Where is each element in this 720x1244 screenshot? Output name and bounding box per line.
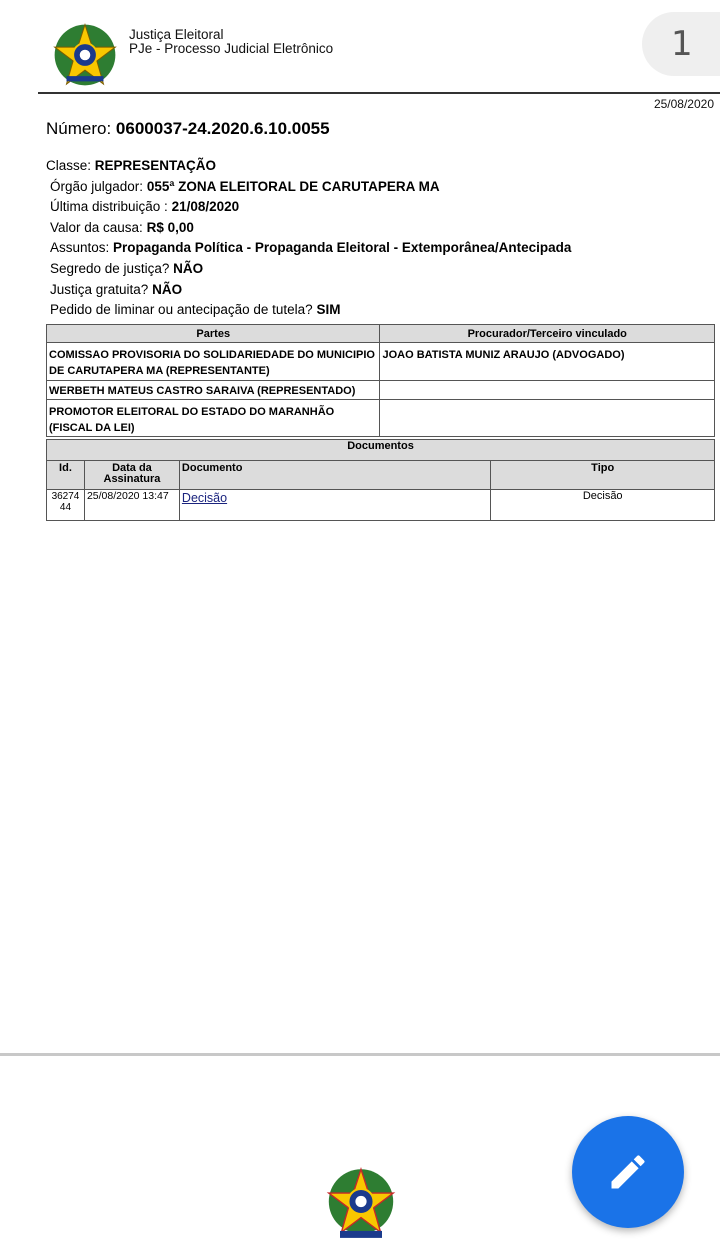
field-value: 21/08/2020: [171, 199, 240, 215]
table-row: [47, 400, 715, 437]
field-label: Pedido de liminar ou antecipação de tutela?: [50, 302, 313, 318]
partes-table: [46, 324, 715, 437]
field-value: R$ 0,00: [146, 219, 194, 235]
field-label: Última distribuição :: [50, 199, 168, 215]
document-date: 25/08/2020: [653, 97, 714, 111]
field-pedido-liminar: [46, 300, 571, 321]
document-link[interactable]: Decisão: [181, 491, 228, 505]
party-attorney: JOAO BATISTA MUNIZ ARAUJO (ADVOGADO): [380, 343, 715, 381]
org-title: Justiça Eleitoral: [129, 27, 224, 42]
field-orgao-julgador: [46, 177, 571, 198]
table-header-row: [47, 461, 715, 490]
column-header: Procurador/Terceiro vinculado: [380, 325, 715, 343]
field-value: NÃO: [173, 260, 204, 276]
table-header-row: [47, 325, 715, 343]
field-value: 055ª ZONA ELEITORAL DE CARUTAPERA MA: [146, 178, 440, 194]
organization-name: [129, 28, 333, 56]
document-id: 3627444: [47, 490, 85, 521]
field-justica-gratuita: [46, 280, 571, 301]
party-attorney: [380, 400, 715, 437]
documentos-table: [46, 439, 715, 521]
org-subtitle: PJe - Processo Judicial Eletrônico: [129, 41, 334, 56]
table-row: [47, 490, 715, 521]
field-label: Assuntos:: [50, 240, 110, 256]
document-type: Decisão: [491, 490, 715, 521]
page-number: 1: [671, 24, 693, 64]
process-number: [46, 119, 330, 139]
brasao-emblem-top: [52, 22, 118, 88]
field-label: Órgão julgador:: [50, 178, 144, 194]
field-ultima-distribuicao: [46, 197, 571, 218]
field-value: NÃO: [152, 281, 183, 297]
field-value: SIM: [316, 302, 341, 318]
field-valor-causa: [46, 218, 571, 239]
field-label: Segredo de justiça?: [50, 260, 170, 276]
party-attorney: [380, 381, 715, 400]
edit-fab-button[interactable]: [572, 1116, 684, 1228]
field-label: Justiça gratuita?: [50, 281, 149, 297]
process-details: [46, 156, 571, 321]
documentos-title: Documentos: [47, 440, 715, 461]
field-assuntos: [46, 238, 571, 259]
column-header: Partes: [47, 325, 380, 343]
party-name: COMISSAO PROVISORIA DO SOLIDARIEDADE DO MUNICIPIO DE CARUTAPERA MA (REPRESENTANTE): [47, 343, 380, 381]
field-value: Propaganda Política - Propaganda Eleitoral - Extemporânea/Antecipada: [113, 240, 572, 256]
brasao-emblem-bottom: [326, 1166, 396, 1244]
table-row: [47, 343, 715, 381]
field-label: Valor da causa:: [50, 219, 143, 235]
field-value: REPRESENTAÇÃO: [94, 158, 217, 173]
page-divider: [0, 1053, 720, 1056]
column-header: Id.: [47, 461, 85, 490]
field-classe: [46, 156, 571, 177]
column-header: Tipo: [491, 461, 715, 490]
process-number-label: Número:: [46, 119, 112, 138]
party-name: WERBETH MATEUS CASTRO SARAIVA (REPRESENTADO): [47, 381, 380, 400]
page-number-badge: [642, 12, 720, 76]
process-number-value: 0600037-24.2020.6.10.0055: [115, 119, 330, 138]
party-name: PROMOTOR ELEITORAL DO ESTADO DO MARANHÃO (FISCAL DA LEI): [47, 400, 380, 437]
column-header: Documento: [179, 461, 490, 490]
field-segredo-justica: [46, 259, 571, 280]
header-divider: [38, 92, 720, 94]
document-signature-date: 25/08/2020 13:47: [84, 490, 179, 521]
field-label: Classe:: [46, 158, 92, 173]
pencil-icon: [606, 1150, 650, 1194]
table-row: [47, 381, 715, 400]
column-header: Data da Assinatura: [84, 461, 179, 490]
